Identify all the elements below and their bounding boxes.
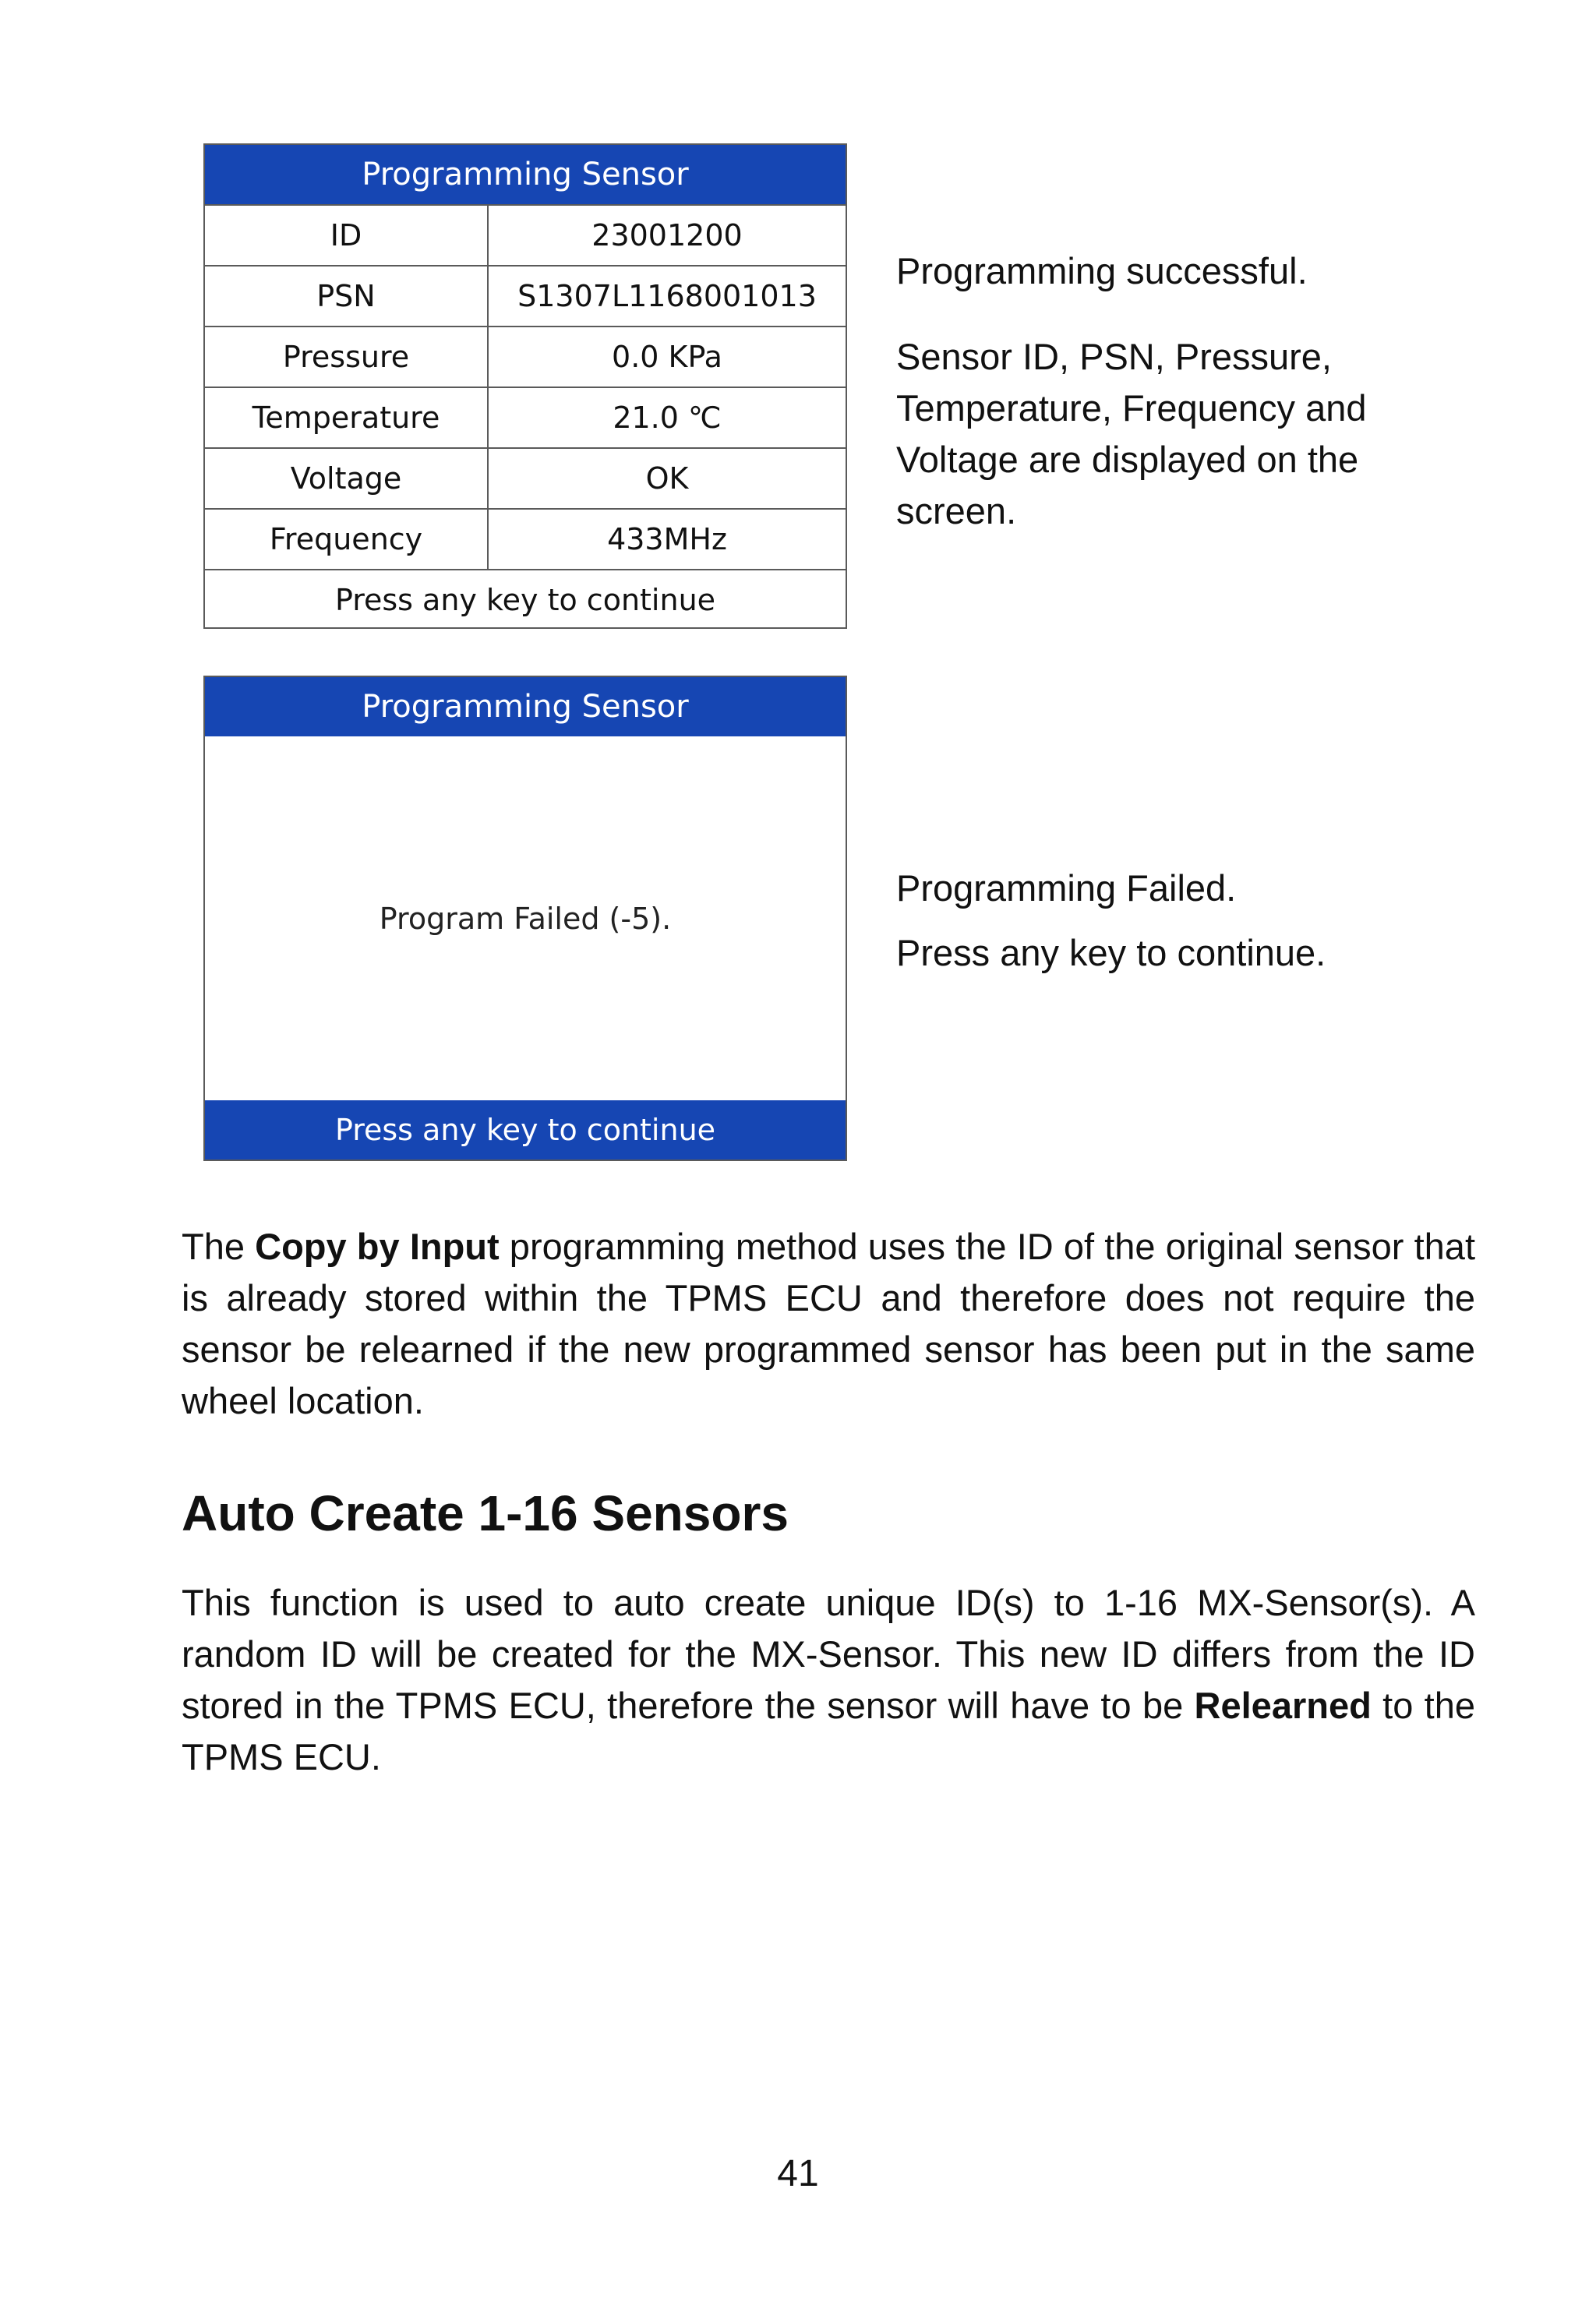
sensor-info-table — [205, 204, 846, 629]
note-line: Programming successful. — [896, 250, 1308, 291]
note-line: Press any key to continue. — [896, 932, 1326, 973]
text-run: to the TPMS ECU. — [182, 1685, 1475, 1777]
row-label: PSN — [205, 266, 488, 327]
table-row — [205, 509, 846, 570]
row-value: 21.0 ℃ — [488, 387, 846, 448]
table-row — [205, 327, 846, 387]
page-number: 41 — [777, 2153, 819, 2194]
table-row — [205, 205, 846, 266]
programming-failed-screen — [203, 676, 847, 1161]
row-label: Frequency — [205, 509, 488, 570]
row-value: S1307L1168001013 — [488, 266, 846, 327]
footer-row — [205, 570, 846, 629]
error-message: Program Failed (-5). — [379, 901, 672, 936]
table-row — [205, 387, 846, 448]
screen-title: Programming Sensor — [205, 145, 846, 204]
row-label: ID — [205, 205, 488, 266]
programming-success-screen — [203, 143, 847, 629]
text-run: The — [182, 1226, 256, 1267]
auto-create-paragraph — [182, 1577, 1475, 1783]
note-line: Programming Failed. — [896, 867, 1237, 909]
continue-prompt: Press any key to continue — [205, 570, 846, 629]
screen-title: Programming Sensor — [205, 677, 846, 736]
bold-term: Copy by Input — [255, 1226, 500, 1267]
failed-note — [896, 863, 1442, 979]
table-row — [205, 448, 846, 509]
row-label: Temperature — [205, 387, 488, 448]
row-value: OK — [488, 448, 846, 509]
copy-by-input-paragraph — [182, 1221, 1475, 1427]
row-label: Voltage — [205, 448, 488, 509]
continue-prompt: Press any key to continue — [205, 1100, 846, 1160]
note-line: Sensor ID, PSN, Pressure, Temperature, Frequency and Voltage are displayed on the screen. — [896, 336, 1367, 531]
bold-term: Relearned — [1194, 1685, 1372, 1726]
section-heading: Auto Create 1-16 Sensors — [182, 1485, 789, 1541]
row-value: 23001200 — [488, 205, 846, 266]
success-note — [896, 245, 1442, 537]
row-value: 433MHz — [488, 509, 846, 570]
table-row — [205, 266, 846, 327]
text-run: This function is used to auto create unique ID(s) to 1-16 MX-Sensor(s). A random ID will be created for the MX-Sensor. This new ID differs from the ID stored in the TPMS ECU, therefore the sensor will have to be — [182, 1582, 1475, 1726]
text-run: programming method uses the ID of the original sensor that is already stored within the TPMS ECU and therefore does not require the sensor be relearned if the new programmed sensor has been put in the same wheel location. — [182, 1226, 1476, 1421]
row-value: 0.0 KPa — [488, 327, 846, 387]
row-label: Pressure — [205, 327, 488, 387]
